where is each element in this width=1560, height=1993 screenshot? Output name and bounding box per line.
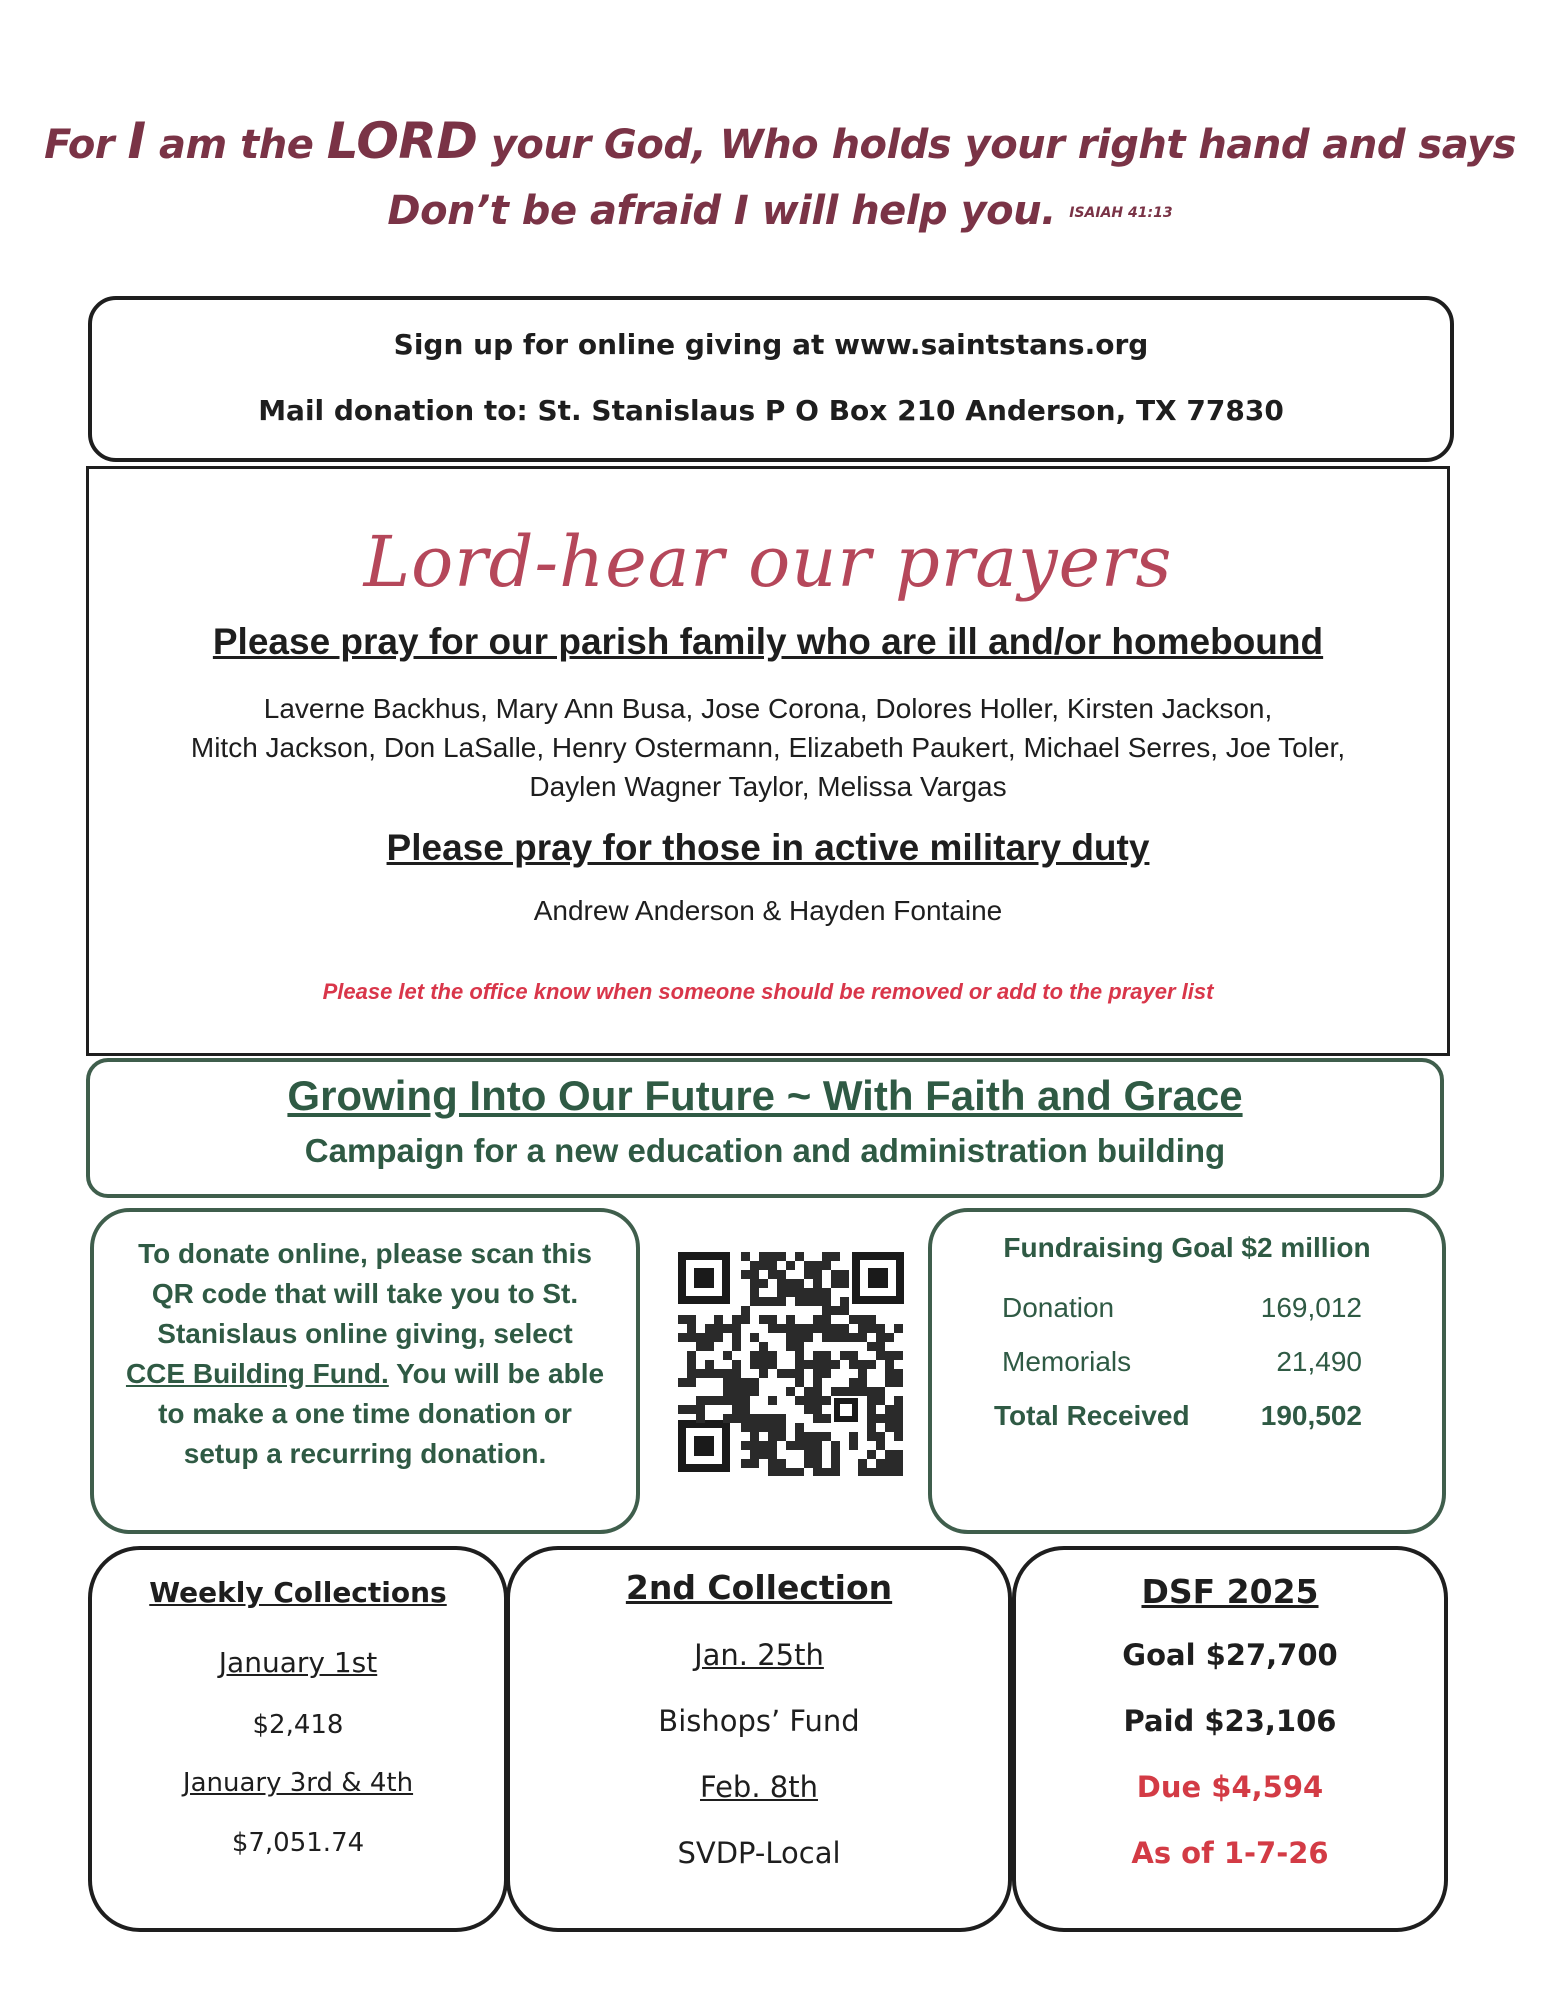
weekly-amount-2: $7,051.74 — [231, 1828, 365, 1858]
donate-box — [90, 1208, 640, 1534]
verse-word-for: For — [44, 122, 115, 168]
verse-reference: ISAIAH 41:13 — [1069, 205, 1173, 221]
fundraising-label: Total Received — [994, 1400, 1190, 1431]
fundraising-value: 21,490 — [1276, 1346, 1362, 1377]
second-collection-box — [506, 1546, 1012, 1932]
dsf-heading: DSF 2025 — [1141, 1572, 1319, 1611]
fundraising-value: 190,502 — [1260, 1400, 1362, 1431]
verse-line-1 — [0, 112, 1560, 170]
ill-names-line-1: Laverne Backhus, Mary Ann Busa, Jose Corona, Dolores Holler, Kirsten Jackson, — [263, 693, 1273, 724]
donate-instructions — [124, 1234, 606, 1474]
fundraising-label: Donation — [1002, 1292, 1115, 1323]
second-date-1: Jan. 25th — [694, 1638, 824, 1672]
dsf-goal: Goal $27,700 — [1122, 1638, 1338, 1672]
second-date-2: Feb. 8th — [700, 1770, 818, 1804]
prayer-list-note: Please let the office know when someone should be removed or add to the prayer list — [322, 979, 1214, 1004]
mail-donation-text: Mail donation to: St. Stanislaus P O Box 210 Anderson, TX 77830 — [258, 394, 1284, 427]
verse-word-i: I — [127, 112, 146, 170]
military-names: Andrew Anderson & Hayden Fontaine — [533, 895, 1003, 926]
donate-text-before: To donate online, please scan this QR code that will take you to St. Stanislaus online giving, select — [138, 1238, 592, 1349]
cce-building-fund: CCE Building Fund. — [125, 1358, 389, 1389]
second-heading: 2nd Collection — [625, 1568, 893, 1607]
donate-text-after: You will be able to make a one time donation or setup a recurring donation. — [158, 1358, 605, 1469]
ill-names — [129, 689, 1407, 806]
weekly-amount-1: $2,418 — [252, 1710, 344, 1740]
qr-code-icon[interactable] — [674, 1248, 908, 1476]
ill-names-line-3: Daylen Wagner Taylor, Melissa Vargas — [529, 771, 1007, 802]
verse-line-2 — [0, 188, 1560, 234]
campaign-title: Growing Into Our Future ~ With Faith and Grace — [287, 1072, 1243, 1119]
prayers-title: Lord-hear our prayers — [363, 521, 1173, 603]
fundraising-value: 169,012 — [1260, 1292, 1362, 1323]
online-giving-text: Sign up for online giving at www.saintstans.org — [393, 328, 1149, 361]
campaign-subtitle: Campaign for a new education and administration building — [304, 1132, 1226, 1169]
second-fund-2: SVDP-Local — [677, 1836, 841, 1870]
ill-heading: Please pray for our parish family who are ill and/or homebound — [212, 621, 1324, 662]
second-fund-1: Bishops’ Fund — [658, 1704, 860, 1738]
verse-word-lord: LORD — [326, 112, 478, 170]
dsf-as-of: As of 1-7-26 — [1131, 1836, 1329, 1870]
ill-names-line-2: Mitch Jackson, Don LaSalle, Henry Ostermann, Elizabeth Paukert, Michael Serres, Joe Toler, — [190, 732, 1346, 763]
prayers-box — [86, 466, 1450, 1056]
fundraising-title: Fundraising Goal $2 million — [1003, 1232, 1371, 1263]
giving-box — [88, 296, 1454, 462]
dsf-box — [1012, 1546, 1448, 1932]
dsf-due: Due $4,594 — [1136, 1770, 1324, 1804]
verse-rest: your God, Who holds your right hand and says — [490, 122, 1516, 168]
verse-word-am-the: am the — [159, 122, 314, 168]
fundraising-label: Memorials — [1002, 1346, 1132, 1377]
weekly-heading: Weekly Collections — [149, 1576, 447, 1609]
dsf-paid: Paid $23,106 — [1123, 1704, 1337, 1738]
verse-line-2-text: Don’t be afraid I will help you. — [387, 188, 1056, 234]
military-heading: Please pray for those in active military duty — [386, 827, 1150, 868]
campaign-box — [86, 1058, 1444, 1198]
fundraising-box — [928, 1208, 1446, 1534]
weekly-collections-box — [88, 1546, 508, 1932]
weekly-date-2: January 3rd & 4th — [182, 1768, 414, 1798]
weekly-date-1: January 1st — [218, 1646, 378, 1679]
